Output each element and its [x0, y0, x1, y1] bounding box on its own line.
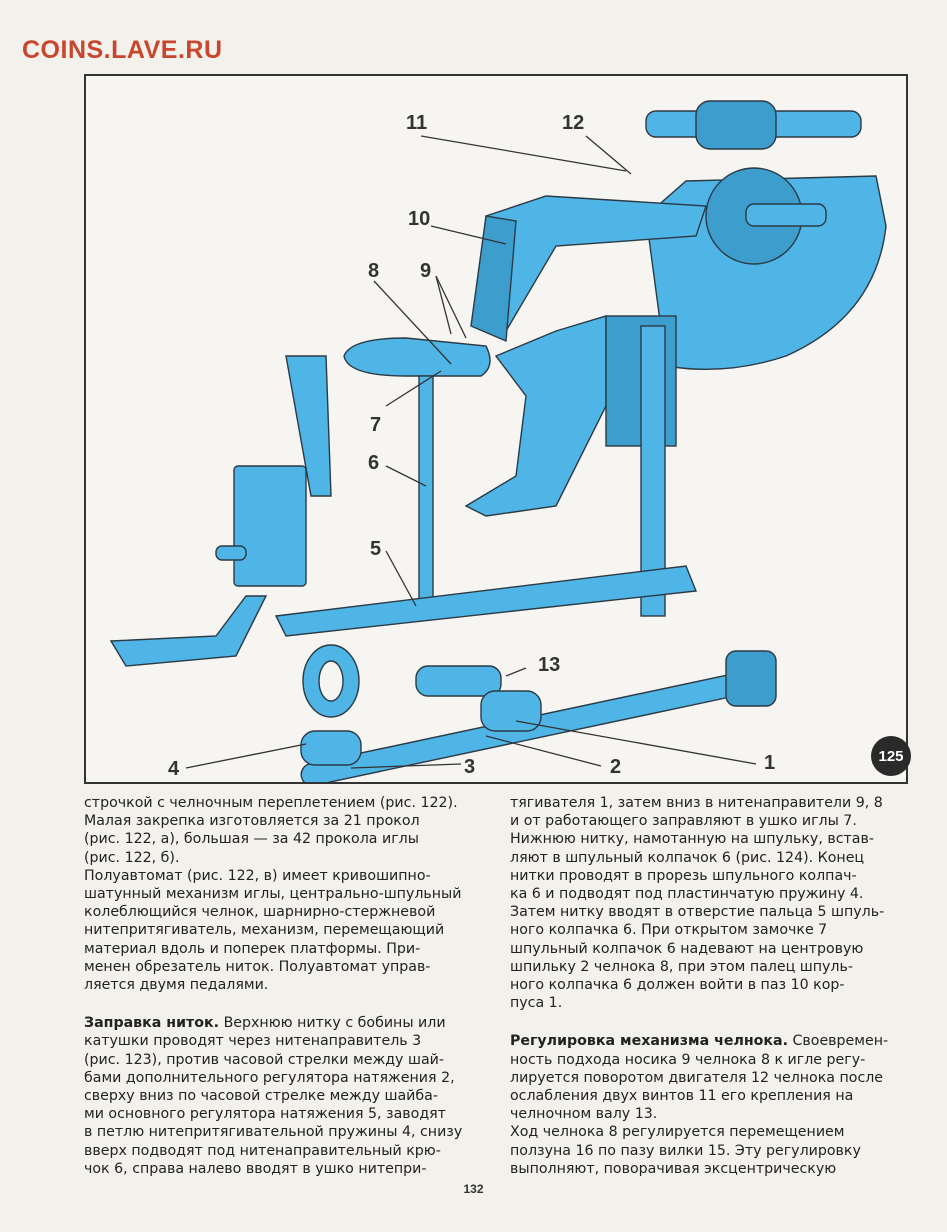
text-line: катушки проводят через нитенаправитель 3	[84, 1033, 422, 1050]
text-line: колеблющийся челнок, шарнирно-стержневой	[84, 904, 436, 921]
text-line: (рис. 122, б).	[84, 849, 180, 866]
section-heading-threading: Заправка ниток.	[84, 1015, 220, 1032]
callout-13: 13	[538, 654, 561, 676]
text-line: бами дополнительного регулятора натяжения 2,	[84, 1069, 455, 1086]
text-line: ного колпачка 6 должен войти в паз 10 кор-	[510, 977, 845, 994]
text-line: пуса 1.	[510, 995, 563, 1012]
callout-12: 12	[562, 112, 585, 134]
text-line: шпильку 2 челнока 8, при этом палец шпуль-	[510, 958, 853, 975]
text-line: (рис. 123), против часовой стрелки между шай-	[84, 1051, 444, 1068]
figure-number-badge: 125	[871, 736, 911, 776]
mechanism-drawing	[86, 76, 906, 782]
text-line: ляется двумя педалями.	[84, 977, 269, 994]
text-line: материал вдоль и поперек платформы. При-	[84, 940, 421, 957]
text-line: ность подхода носика 9 челнока 8 к игле регу-	[510, 1051, 866, 1068]
callout-10: 10	[408, 208, 431, 230]
text-line: ми основного регулятора натяжения 5, заводят	[84, 1106, 446, 1123]
text-line: лируется поворотом двигателя 12 челнока после	[510, 1069, 884, 1086]
callout-4: 4	[168, 758, 180, 780]
text-line: Малая закрепка изготовляется за 21 прокол	[84, 813, 420, 830]
text-line: (рис. 122, а), большая — за 42 прокола иглы	[84, 831, 419, 848]
text-line: выполняют, поворачивая эксцентрическую	[510, 1160, 837, 1177]
text-line: ляют в шпульный колпачок 6 (рис. 124). Конец	[510, 849, 865, 866]
text-line: Своевремен-	[792, 1033, 889, 1050]
text-line: Ход челнока 8 регулируется перемещением	[510, 1124, 845, 1141]
text-line: шатунный механизм иглы, центрально-шпульный	[84, 886, 462, 903]
text-line: в петлю нитепритягивательной пружины 4, снизу	[84, 1124, 463, 1141]
text-line: ослабления двух винтов 11 его крепления на	[510, 1088, 854, 1105]
callout-2: 2	[610, 756, 622, 778]
section-heading-shuttle: Регулировка механизма челнока.	[510, 1033, 788, 1050]
text-line: ка 6 и подводят под пластинчатую пружину 4.	[510, 886, 864, 903]
text-column-right	[510, 794, 918, 1178]
text-line: строчкой с челночным переплетением (рис. 122).	[84, 795, 458, 811]
text-line: сверху вниз по часовой стрелке между шайба-	[84, 1088, 438, 1105]
text-line: шпульный колпачок 6 надевают на центровую	[510, 940, 864, 957]
text-line: ползуна 16 по пазу вилки 15. Эту регулировку	[510, 1142, 861, 1159]
callout-5: 5	[370, 538, 382, 560]
text-line: и от работающего заправляют в ушко иглы 7.	[510, 813, 857, 830]
callout-7: 7	[370, 414, 382, 436]
callout-8: 8	[368, 260, 380, 282]
text-line: Нижнюю нитку, намотанную на шпульку, встав-	[510, 831, 874, 848]
text-column-left	[84, 794, 490, 1178]
text-line: челночном валу 13.	[510, 1106, 658, 1123]
paragraph-shuttle-adjustment	[510, 1032, 918, 1050]
text-line: Верхнюю нитку с бобины или	[223, 1015, 446, 1032]
text-line: ного колпачка 6. При открытом замочке 7	[510, 922, 828, 939]
text-line: менен обрезатель ниток. Полуавтомат управ-	[84, 958, 431, 975]
figure-illustration	[84, 74, 908, 784]
callout-3: 3	[464, 756, 476, 778]
text-line: нитки проводят в прорезь шпульного колпач-	[510, 867, 857, 884]
callout-6: 6	[368, 452, 380, 474]
page-number: 132	[463, 1182, 484, 1196]
text-line: вверх подводят под нитенаправительный крю-	[84, 1142, 441, 1159]
watermark: COINS.LAVE.RU	[22, 36, 223, 64]
paragraph-threading	[84, 1014, 490, 1032]
callout-1: 1	[764, 752, 776, 774]
text-line: тягивателя 1, затем вниз в нитенаправители 9, 8	[510, 795, 883, 811]
callout-9: 9	[420, 260, 432, 282]
text-line: чок 6, справа налево вводят в ушко нитепри-	[84, 1160, 427, 1177]
text-line: Полуавтомат (рис. 122, в) имеет кривошипно-	[84, 867, 431, 884]
callout-11: 11	[406, 112, 428, 134]
text-line: Затем нитку вводят в отверстие пальца 5 шпуль-	[510, 904, 885, 921]
text-line: нитепритягиватель, механизм, перемещающий	[84, 922, 445, 939]
